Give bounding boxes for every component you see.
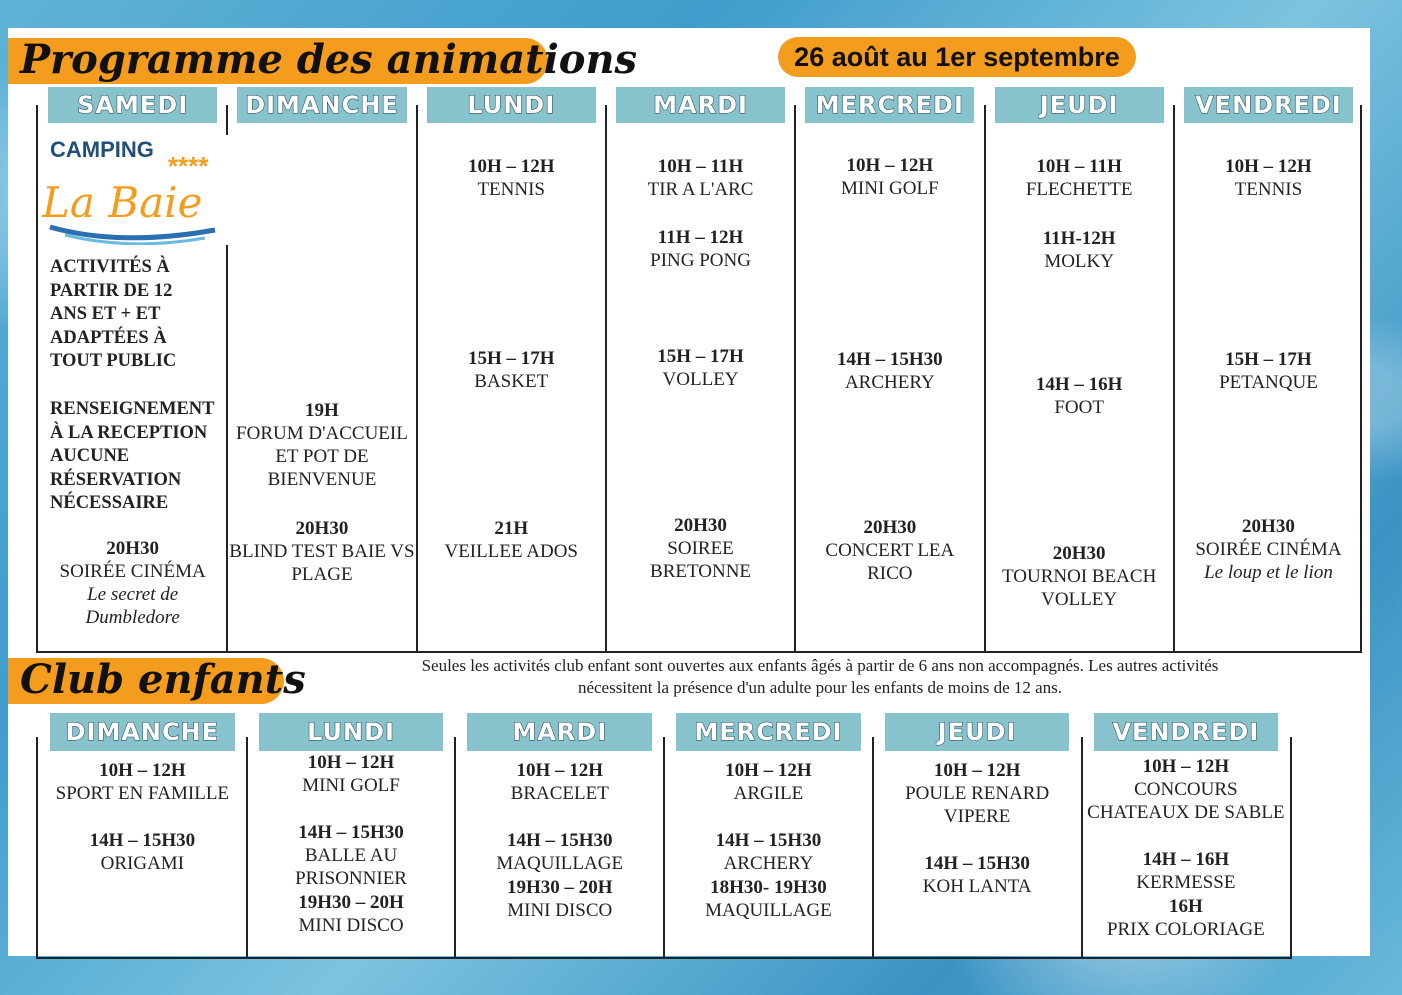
info-block-reception xyxy=(50,398,220,516)
kids-activity-slot xyxy=(455,876,664,922)
activity-time: 14H – 15H30 xyxy=(924,853,1030,874)
day-tab-dimanche: DIMANCHE xyxy=(237,87,406,123)
movie-title: Le secret de xyxy=(87,584,179,605)
kids-day-tab-mercredi: MERCREDI xyxy=(676,713,861,751)
activity-name: MINI GOLF xyxy=(302,775,400,796)
activity-time: 10H – 12H xyxy=(1142,756,1230,777)
activity-time: 14H – 16H xyxy=(1142,849,1230,870)
activity-name: RICO xyxy=(867,563,913,584)
activity-name: SOIREE xyxy=(667,538,734,559)
activity-slot xyxy=(227,399,416,491)
kids-activity-slot xyxy=(664,759,873,805)
kids-title: Club enfants xyxy=(20,656,306,703)
activity-name: BRETONNE xyxy=(650,561,752,582)
activity-name: ARCHERY xyxy=(723,853,814,874)
activity-name: VIPERE xyxy=(943,806,1011,827)
day-tab-lundi: LUNDI xyxy=(427,87,596,123)
info-line: RÉSERVATION xyxy=(50,469,182,490)
page-title: Programme des animations xyxy=(20,36,638,83)
kids-activity-slot xyxy=(455,829,664,875)
logo-la-baie-text: La Baie xyxy=(42,178,203,227)
camping-la-baie-logo xyxy=(40,135,230,245)
activity-name: MINI DISCO xyxy=(507,900,613,921)
activity-time: 14H – 15H30 xyxy=(89,830,196,851)
activity-name: ARGILE xyxy=(733,783,804,804)
kids-note-line-1: Seules les activités club enfant sont ouvertes aux enfants âgés à partir de 6 ans non accompagnés. Les autres activités xyxy=(421,656,1219,675)
activity-name: POULE RENARD xyxy=(905,783,1050,804)
activity-time: 20H30 xyxy=(1242,516,1295,537)
kids-day-tab-mardi: MARDI xyxy=(467,713,652,751)
activity-time: 20H30 xyxy=(106,538,160,559)
activity-time: 14H – 15H30 xyxy=(506,830,613,851)
date-range: 26 août au 1er septembre xyxy=(778,37,1136,77)
activity-name: MOLKY xyxy=(1044,251,1114,272)
kids-activity-slot xyxy=(1082,755,1291,824)
activity-name: TOURNOI BEACH xyxy=(1002,566,1157,587)
activity-slot xyxy=(1174,155,1363,201)
kids-activity-slot xyxy=(455,759,664,805)
activity-name: VEILLEE ADOS xyxy=(444,541,578,562)
activity-slot xyxy=(417,155,606,201)
info-line: TOUT PUBLIC xyxy=(50,351,177,371)
activity-time: 19H30 – 20H xyxy=(506,877,613,898)
activity-name: BLIND TEST BAIE VS xyxy=(229,541,415,562)
kids-activity-slot xyxy=(247,821,456,890)
activity-time: 10H – 12H xyxy=(467,156,555,177)
info-line: AUCUNE xyxy=(50,446,130,466)
activity-name: BRACELET xyxy=(510,783,609,804)
activity-slot xyxy=(985,373,1174,419)
day-tab-vendredi: VENDREDI xyxy=(1184,87,1353,123)
activity-name: PLAGE xyxy=(291,564,353,585)
kids-activity-slot xyxy=(247,891,456,937)
activity-time: 10H – 12H xyxy=(846,155,934,176)
activity-name: PING PONG xyxy=(650,250,751,271)
activity-slot xyxy=(795,154,984,200)
kids-schedule-grid xyxy=(36,718,1292,959)
activity-time: 16H xyxy=(1168,896,1203,917)
info-line: ADAPTÉES À xyxy=(50,327,167,348)
activity-time: 10H – 12H xyxy=(725,760,812,781)
activity-name: PRIX COLORIAGE xyxy=(1106,919,1265,940)
kids-day-tab-jeudi: JEUDI xyxy=(885,713,1070,751)
activity-slot xyxy=(606,155,795,201)
activity-name: TIR A L'ARC xyxy=(647,179,754,200)
kids-note-line-2: nécessitent la présence d'un adulte pour les enfants de moins de 12 ans. xyxy=(577,678,1063,697)
activity-name: ORIGAMI xyxy=(100,853,185,874)
adult-schedule-grid xyxy=(36,91,1362,653)
activity-slot xyxy=(227,517,416,586)
activity-slot xyxy=(795,516,984,585)
activity-slot xyxy=(417,517,606,563)
activity-name: PETANQUE xyxy=(1219,372,1318,393)
kids-activity-slot xyxy=(38,759,247,805)
activity-time: 20H30 xyxy=(674,515,727,536)
info-line: PARTIR DE 12 xyxy=(50,280,173,301)
activity-time: 10H – 12H xyxy=(1225,156,1312,177)
kids-activity-slot xyxy=(1082,895,1291,941)
activity-time: 10H – 12H xyxy=(307,752,395,773)
movie-title: Le loup et le lion xyxy=(1204,562,1333,583)
activity-name: MAQUILLAGE xyxy=(496,853,624,874)
activity-name: SPORT EN FAMILLE xyxy=(55,783,230,804)
activity-name: BASKET xyxy=(474,371,549,392)
activity-name: FLECHETTE xyxy=(1025,179,1133,200)
activity-name: VOLLEY xyxy=(662,369,739,390)
movie-title: Dumbledore xyxy=(85,607,180,628)
activity-slot xyxy=(606,226,795,272)
activity-time: 20H30 xyxy=(295,518,349,539)
activity-slot xyxy=(985,542,1174,611)
activity-time: 20H30 xyxy=(863,517,917,538)
kids-note xyxy=(330,655,1310,699)
info-line: RENSEIGNEMENT xyxy=(50,399,215,419)
activity-time: 19H xyxy=(305,400,339,421)
kids-activity-slot xyxy=(38,829,247,875)
activity-slot xyxy=(606,514,795,583)
activity-time: 11H-12H xyxy=(1042,228,1116,249)
activity-time: 19H30 – 20H xyxy=(298,892,404,913)
kids-day-tab-lundi: LUNDI xyxy=(259,713,444,751)
activity-name: TENNIS xyxy=(1234,179,1303,200)
activity-name: MINI GOLF xyxy=(841,178,939,199)
activity-time: 14H – 15H30 xyxy=(715,830,822,851)
activity-name: PRISONNIER xyxy=(295,868,407,889)
activity-time: 15H – 17H xyxy=(467,348,555,369)
activity-time: 21H xyxy=(494,518,529,539)
activity-name: ET POT DE xyxy=(275,446,369,467)
activity-slot xyxy=(985,227,1174,273)
activity-time: 15H – 17H xyxy=(1225,349,1312,370)
activity-slot xyxy=(1174,515,1363,584)
activity-name: SOIRÉE CINÉMA xyxy=(59,561,206,582)
activity-name: CONCOURS xyxy=(1134,779,1238,800)
activity-slot xyxy=(795,348,984,394)
activity-name: FORUM D'ACCUEIL xyxy=(236,423,408,444)
kids-activity-slot xyxy=(1082,848,1291,894)
info-block-age xyxy=(50,256,220,374)
activity-time: 14H – 15H30 xyxy=(298,822,404,843)
activity-slot xyxy=(38,537,227,629)
activity-name: KERMESSE xyxy=(1136,872,1236,893)
kids-activity-slot xyxy=(873,852,1082,898)
info-line: NÉCESSAIRE xyxy=(50,493,169,513)
activity-time: 18H30- 19H30 xyxy=(710,877,827,898)
info-line: À LA RECEPTION xyxy=(50,422,208,443)
kids-day-tab-vendredi: VENDREDI xyxy=(1094,713,1279,751)
kids-activity-slot xyxy=(664,829,873,875)
day-tab-samedi: SAMEDI xyxy=(48,87,217,123)
info-line: ACTIVITÉS À xyxy=(50,257,170,277)
activity-time: 10H – 11H xyxy=(1036,156,1122,177)
activity-time: 10H – 12H xyxy=(516,760,604,781)
day-tab-mercredi: MERCREDI xyxy=(805,87,974,123)
kids-activity-slot xyxy=(664,876,873,922)
activity-time: 10H – 12H xyxy=(99,760,186,781)
activity-name: MINI DISCO xyxy=(298,915,404,936)
logo-stars: **** xyxy=(168,151,209,181)
activity-name: CONCERT LEA xyxy=(825,540,955,561)
activity-slot xyxy=(985,155,1174,201)
kids-activity-slot xyxy=(873,759,1082,828)
activity-name: FOOT xyxy=(1054,397,1104,418)
activity-time: 10H – 11H xyxy=(657,156,744,177)
activity-time: 10H – 12H xyxy=(933,760,1021,781)
activity-name: CHATEAUX DE SABLE xyxy=(1087,802,1285,823)
activity-slot xyxy=(1174,348,1363,394)
activity-name: BIENVENUE xyxy=(267,469,377,490)
activity-time: 11H – 12H xyxy=(657,227,744,248)
day-tab-mardi: MARDI xyxy=(616,87,785,123)
activity-name: KOH LANTA xyxy=(922,876,1032,897)
activity-name: MAQUILLAGE xyxy=(705,900,832,921)
activity-name: BALLE AU xyxy=(304,845,398,866)
kids-activity-slot xyxy=(247,751,456,797)
activity-time: 20H30 xyxy=(1052,543,1106,564)
activity-time: 15H – 17H xyxy=(657,346,744,367)
activity-name: ARCHERY xyxy=(844,372,935,393)
activity-time: 14H – 16H xyxy=(1035,374,1123,395)
activity-name: TENNIS xyxy=(477,179,546,200)
activity-name: SOIRÉE CINÉMA xyxy=(1195,539,1342,560)
logo-camping-text: CAMPING xyxy=(50,137,154,162)
day-tab-jeudi: JEUDI xyxy=(995,87,1164,123)
info-line: ANS ET + ET xyxy=(50,304,161,324)
kids-day-tab-dimanche: DIMANCHE xyxy=(50,713,235,751)
activity-time: 14H – 15H30 xyxy=(837,349,943,370)
activity-name: VOLLEY xyxy=(1041,589,1118,610)
activity-slot xyxy=(417,347,606,393)
activity-slot xyxy=(606,345,795,391)
